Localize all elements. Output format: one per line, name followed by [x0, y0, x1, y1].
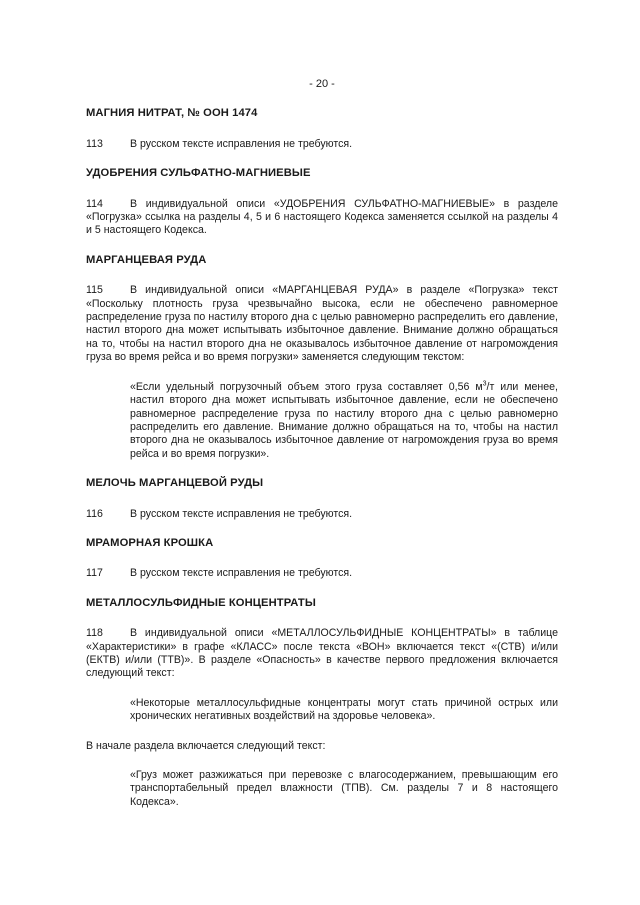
paragraph-text: В русском тексте исправления не требуются. [130, 137, 353, 150]
paragraph-number: 116 [86, 507, 103, 520]
quote-text-b: /т или менее, настил второго дна может испытывать избыточное давление, если не обеспечено равномерное распределение груза по настилу второго дна с целью равномерно распределить его давление. Внимание должно обращаться на то, чтобы на настил второго дна не оказывалось избыточное давление от нагромождения груза во время рейса и во время погрузки». [130, 380, 559, 460]
quote-118-a: «Некоторые металлосульфидные концентраты могут стать причиной острых или хронических негативных воздействий на здоровье человека». [130, 696, 558, 723]
paragraph-text: В русском тексте исправления не требуются. [130, 507, 353, 520]
paragraph-text: В русском тексте исправления не требуются. [130, 567, 353, 580]
paragraph-number: 117 [86, 567, 103, 580]
paragraph-113 [86, 138, 558, 151]
page-number: - 20 - [309, 78, 335, 90]
paragraph-number: 114 [86, 197, 103, 210]
paragraph-118 [86, 627, 558, 681]
section-heading-fertilizers: УДОБРЕНИЯ СУЛЬФАТНО-МАГНИЕВЫЕ [86, 167, 311, 180]
quote-118-b: «Груз может разжижаться при перевозке с влагосодержанием, превышающим его транспортабельный предел влажности (ТПВ). См. разделы 7 и 8 настоящего Кодекса». [130, 769, 558, 808]
section-heading-marble-chips: МРАМОРНАЯ КРОШКА [86, 536, 214, 549]
section-heading-magnesium-nitrate: МАГНИЯ НИТРАТ, № ООН 1474 [86, 107, 258, 120]
paragraph-number: 115 [86, 284, 103, 297]
paragraph-number: 118 [86, 627, 103, 640]
paragraph-116 [86, 508, 558, 521]
section-heading-metal-sulphide: МЕТАЛЛОСУЛЬФИДНЫЕ КОНЦЕНТРАТЫ [86, 596, 316, 609]
section-heading-manganese-fines: МЕЛОЧЬ МАРГАНЦЕВОЙ РУДЫ [86, 477, 264, 490]
paragraph-118-after: В начале раздела включается следующий текст: [86, 739, 326, 752]
paragraph-text: В индивидуальной описи «МАРГАНЦЕВАЯ РУДА» в разделе «Погрузка» текст «Поскольку плотность груза чрезвычайно высока, если не обеспечено равномерное распределение груза по настилу второго дна с целью равномерно распределить его давление, настил второго дна может испытывать избыточное давление. Внимание должно обращаться на то, чтобы на настил второго дна не оказывалось избыточное давление от нагромождения груза во время рейса и во время погрузки» заменяется следующим текстом: [86, 284, 558, 364]
paragraph-117 [86, 567, 558, 580]
paragraph-number: 113 [86, 137, 103, 150]
quote-text-a: «Если удельный погрузочный объем этого груза составляет 0,56 м [130, 380, 483, 393]
quote-115 [130, 381, 558, 461]
paragraph-text: В индивидуальной описи «УДОБРЕНИЯ СУЛЬФАТНО-МАГНИЕВЫЕ» в разделе «Погрузка» ссылка на разделы 4, 5 и 6 настоящего Кодекса заменяется ссылкой на разделы 4 и 5 настоящего Кодекса. [86, 197, 558, 237]
paragraph-text: В индивидуальной описи «МЕТАЛЛОСУЛЬФИДНЫЕ КОНЦЕНТРАТЫ» в таблице «Характеристики» в графе «КЛАСС» после текста «ВОН» включается текст «(СТВ) и/или (ЕКТВ) и/или (ТТВ)». В разделе «Опасность» в качестве первого предложения включается следующий текст: [86, 627, 558, 680]
paragraph-114 [86, 198, 558, 238]
paragraph-115 [86, 284, 558, 364]
section-heading-manganese-ore: МАРГАНЦЕВАЯ РУДА [86, 253, 207, 266]
quote-superscript: 3 [482, 380, 487, 388]
